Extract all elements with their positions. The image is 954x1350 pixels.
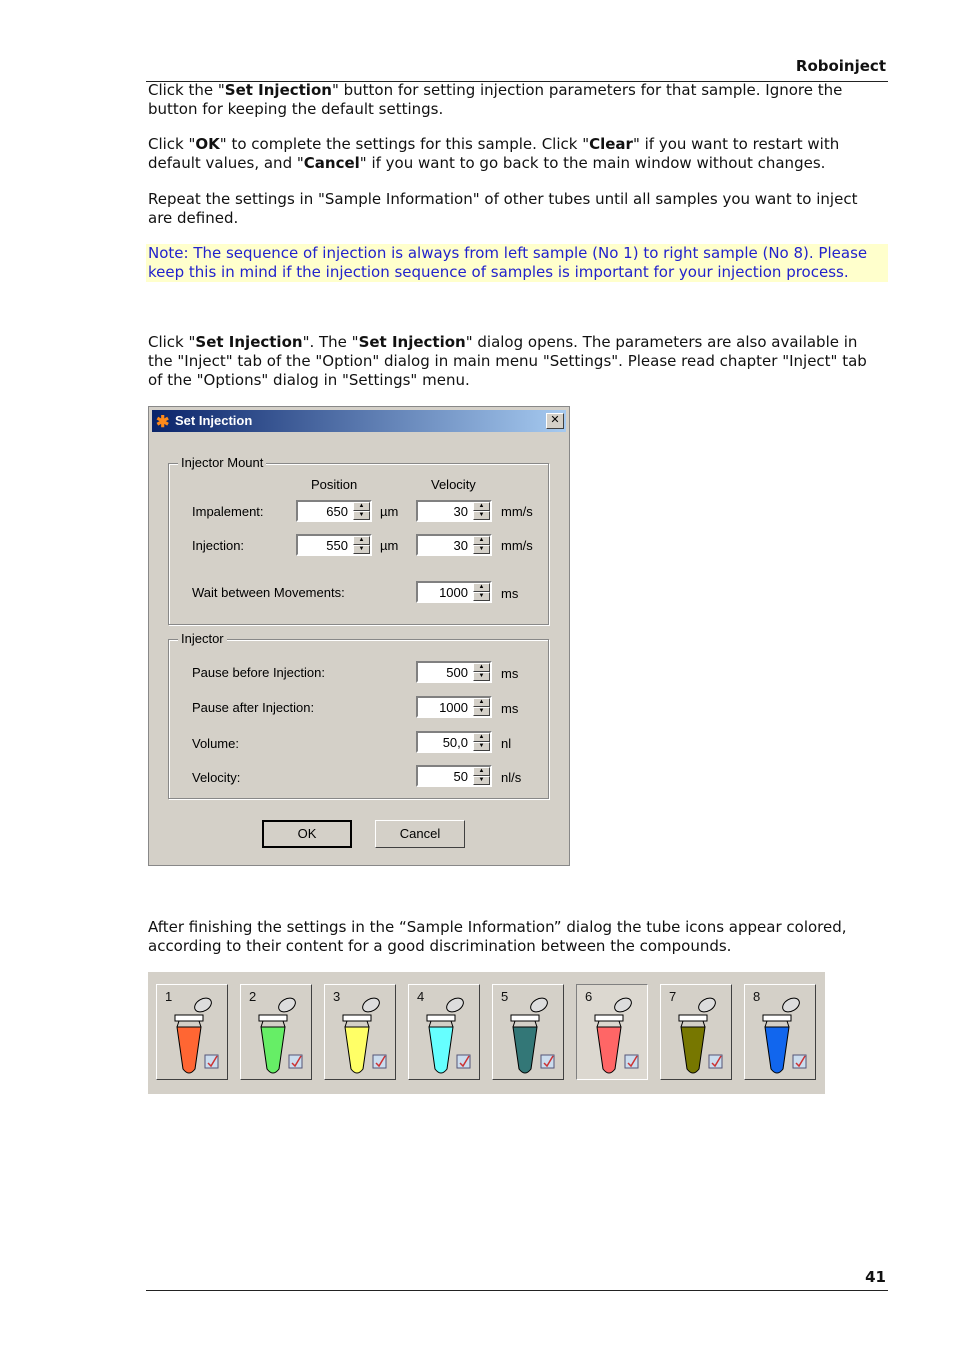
text: " dialog opens. The parameters are also available in the "Inject" tab of the "Option" dialog in main menu "Settings". Please read chapter "Inject" tab of the "Options" dialog in "Settings" menu. [148, 333, 867, 389]
pause-after-label: Pause after Injection: [192, 700, 315, 715]
text: Click " [148, 333, 196, 351]
impalement-velocity-spinner[interactable] [416, 500, 492, 522]
tube-button-4[interactable] [408, 984, 480, 1080]
group-title: Injector Mount [178, 455, 266, 470]
unit-label: nl [501, 736, 512, 751]
text: " to complete the settings for this sample. Click " [219, 135, 590, 153]
close-button[interactable] [546, 413, 564, 429]
dialog-titlebar[interactable] [152, 410, 566, 432]
text: " if you want to go back to the main window without changes. [359, 154, 826, 172]
pause-before-spinner[interactable] [416, 661, 492, 683]
tube-button-1[interactable] [156, 984, 228, 1080]
tube-icon [331, 993, 391, 1077]
spin-up-icon[interactable]: ▲ [473, 698, 490, 707]
unit-label: mm/s [501, 538, 533, 553]
bold-text: Set Injection [358, 333, 466, 351]
app-asterisk-icon: ✱ [156, 414, 170, 431]
spinner-value: 30 [453, 504, 468, 519]
spinner-value: 650 [326, 504, 348, 519]
tube-number: 8 [753, 989, 761, 1004]
tube-number: 3 [333, 989, 341, 1004]
spin-down-icon[interactable]: ▼ [473, 672, 490, 681]
spin-down-icon[interactable]: ▼ [473, 545, 490, 554]
spin-up-icon[interactable]: ▲ [473, 536, 490, 545]
tube-number: 6 [585, 989, 593, 1004]
spinner-value: 1000 [439, 585, 468, 600]
pause-before-label: Pause before Injection: [192, 665, 325, 680]
bold-text: Clear [589, 135, 633, 153]
spinner-value: 1000 [439, 700, 468, 715]
text: Click the " [148, 81, 225, 99]
group-title: Injector [178, 631, 227, 646]
tube-button-7[interactable] [660, 984, 732, 1080]
paragraph-set-injection [148, 81, 883, 119]
cancel-button[interactable]: Cancel [375, 820, 465, 848]
tube-button-6[interactable] [576, 984, 648, 1080]
unit-label: mm/s [501, 504, 533, 519]
spinner-value: 50 [453, 769, 468, 784]
tube-button-5[interactable] [492, 984, 564, 1080]
bold-text: Set Injection [195, 333, 303, 351]
wait-label: Wait between Movements: [192, 585, 345, 600]
tube-number: 2 [249, 989, 257, 1004]
paragraph-ok-clear-cancel [148, 135, 883, 173]
tube-number: 1 [165, 989, 173, 1004]
injection-label: Injection: [192, 538, 245, 553]
spinner-value: 30 [453, 538, 468, 553]
tube-panel [148, 972, 825, 1094]
tube-number: 4 [417, 989, 425, 1004]
tube-button-3[interactable] [324, 984, 396, 1080]
text: ". The " [302, 333, 359, 351]
page-header [146, 57, 888, 82]
spin-down-icon[interactable]: ▼ [473, 742, 490, 751]
paragraph-repeat: Repeat the settings in "Sample Information" of other tubes until all samples you want to inject are defined. [148, 190, 858, 227]
spin-up-icon[interactable]: ▲ [473, 733, 490, 742]
tube-icon [247, 993, 307, 1077]
velocity-label: Velocity: [192, 770, 241, 785]
spinner-value: 550 [326, 538, 348, 553]
pause-after-spinner[interactable] [416, 696, 492, 718]
text: " if you want to restart with default values, and " [148, 135, 840, 172]
note-text: Note: The sequence of injection is always from left sample (No 1) to right sample (No 8). Please keep this in mind if the injection sequence of samples is important for your injection process. [148, 244, 868, 281]
spinner-value: 50,0 [442, 735, 468, 750]
wait-spinner[interactable] [416, 581, 492, 603]
bold-text: Set Injection [224, 81, 332, 99]
paragraph-dialog-intro [148, 333, 883, 390]
spin-down-icon[interactable]: ▼ [473, 707, 490, 716]
dialog-title: Set Injection [175, 413, 253, 428]
volume-spinner[interactable] [416, 731, 492, 753]
text: Click " [148, 135, 196, 153]
tube-button-8[interactable] [744, 984, 816, 1080]
spinner-value: 500 [446, 665, 468, 680]
footer-divider [146, 1290, 888, 1291]
position-column-header: Position [311, 477, 358, 492]
volume-label: Volume: [192, 736, 239, 751]
ok-button[interactable]: OK [262, 820, 352, 848]
header-title: Roboinject [795, 57, 886, 75]
tube-icon [163, 993, 223, 1077]
injection-velocity-spinner[interactable] [416, 534, 492, 556]
spin-down-icon[interactable]: ▼ [353, 511, 370, 520]
unit-label: ms [501, 666, 519, 681]
spin-down-icon[interactable]: ▼ [353, 545, 370, 554]
paragraph-tube-colors: After finishing the settings in the “Sample Information” dialog the tube icons appear colored, according to their content for a good discrimination between the compounds. [148, 918, 847, 955]
text: " button for setting injection parameters for that sample. Ignore the button for keeping the default settings. [148, 81, 843, 118]
bold-text: OK [195, 135, 220, 153]
tube-icon [751, 993, 811, 1077]
spin-down-icon[interactable]: ▼ [473, 511, 490, 520]
close-icon: ✕ [550, 414, 560, 426]
tube-icon [415, 993, 475, 1077]
tube-number: 7 [669, 989, 677, 1004]
note-box [146, 244, 888, 282]
velocity-spinner[interactable] [416, 765, 492, 787]
tube-icon [583, 993, 643, 1077]
spin-up-icon[interactable]: ▲ [473, 583, 490, 592]
unit-label: µm [380, 504, 399, 519]
velocity-column-header: Velocity [431, 477, 476, 492]
tube-icon [499, 993, 559, 1077]
injection-position-spinner[interactable] [296, 534, 372, 556]
spin-up-icon[interactable]: ▲ [353, 536, 370, 545]
impalement-position-spinner[interactable] [296, 500, 372, 522]
spin-down-icon[interactable]: ▼ [473, 592, 490, 601]
tube-number: 5 [501, 989, 509, 1004]
tube-button-2[interactable] [240, 984, 312, 1080]
spin-up-icon[interactable]: ▲ [473, 767, 490, 776]
unit-label: ms [501, 701, 519, 716]
spin-up-icon[interactable]: ▲ [473, 663, 490, 672]
spin-down-icon[interactable]: ▼ [473, 776, 490, 785]
unit-label: ms [501, 586, 519, 601]
unit-label: nl/s [501, 770, 522, 785]
tube-icon [667, 993, 727, 1077]
page-number: 41 [865, 1268, 886, 1286]
spin-up-icon[interactable]: ▲ [353, 502, 370, 511]
impalement-label: Impalement: [192, 504, 264, 519]
set-injection-dialog [148, 406, 570, 866]
spin-up-icon[interactable]: ▲ [473, 502, 490, 511]
bold-text: Cancel [303, 154, 360, 172]
unit-label: µm [380, 538, 399, 553]
